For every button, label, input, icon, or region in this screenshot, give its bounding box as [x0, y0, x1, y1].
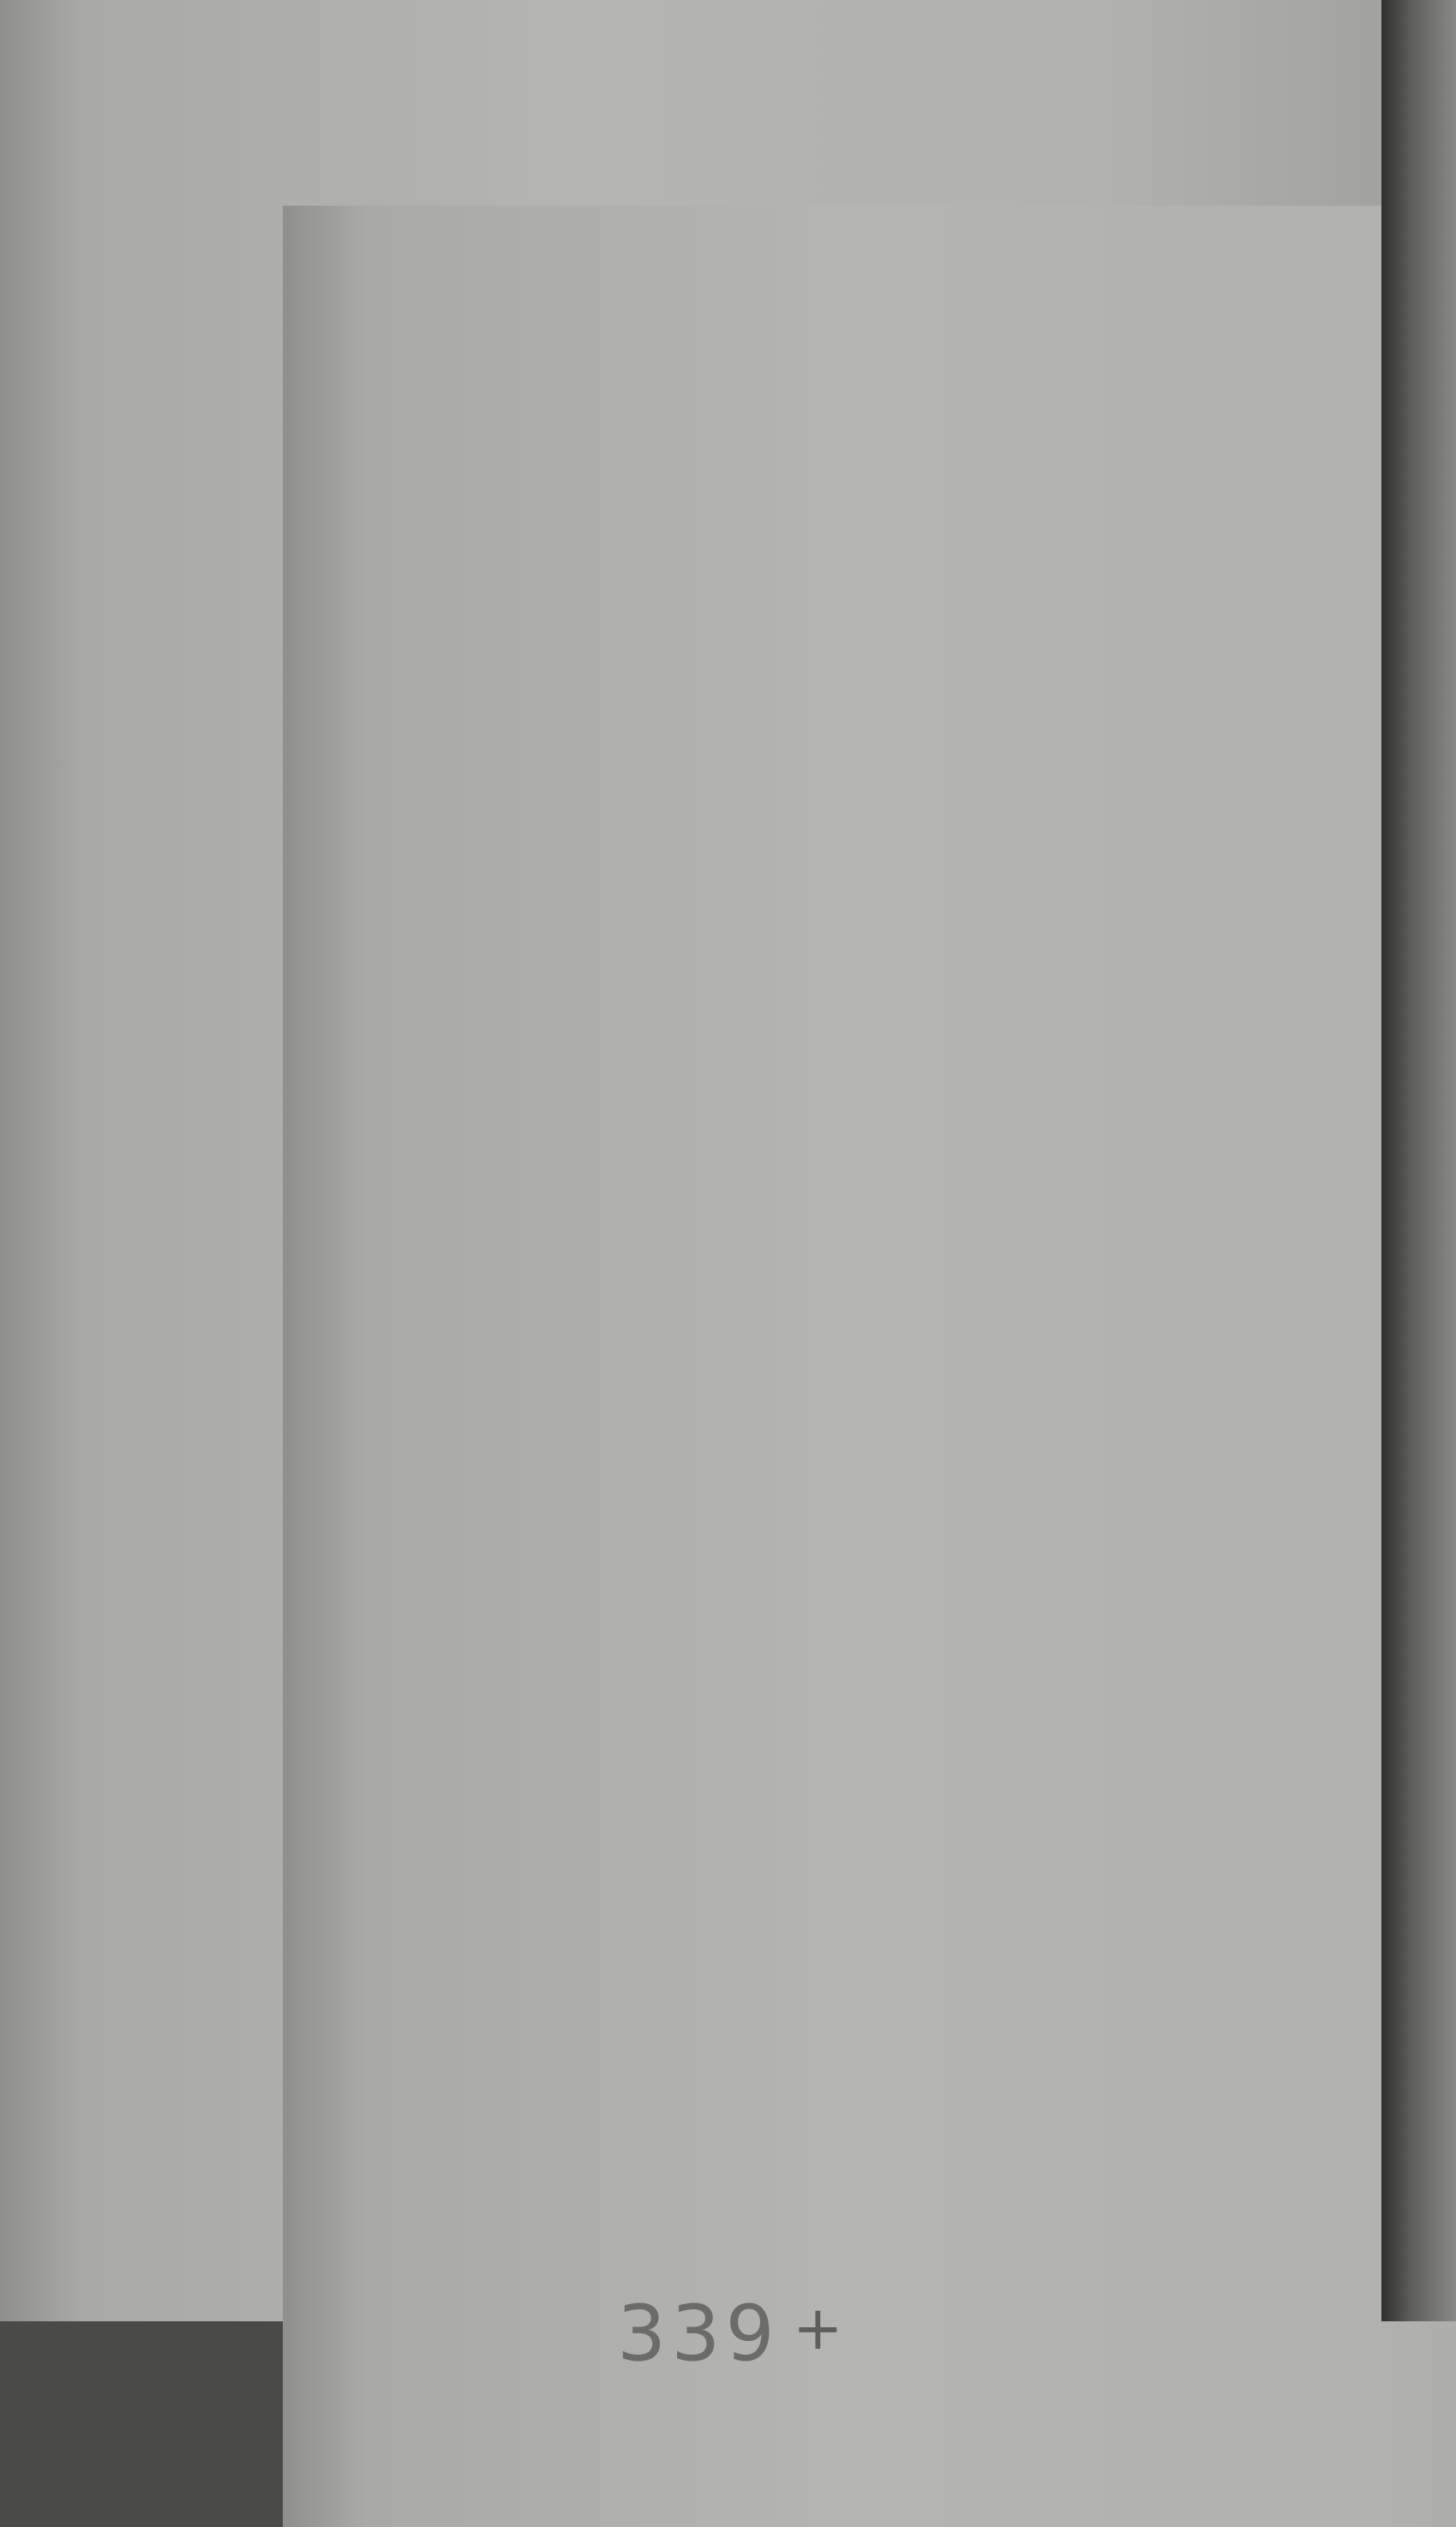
toc-entry — [283, 1840, 1277, 1880]
book-spine — [1381, 0, 1456, 2321]
table-of-contents — [283, 206, 1277, 2010]
pencil-plus-annotation: + — [793, 2293, 843, 2363]
pencil-annotation: 339 — [617, 2289, 780, 2379]
entry-page-number — [283, 206, 1456, 2527]
sections-container — [283, 283, 1277, 1880]
